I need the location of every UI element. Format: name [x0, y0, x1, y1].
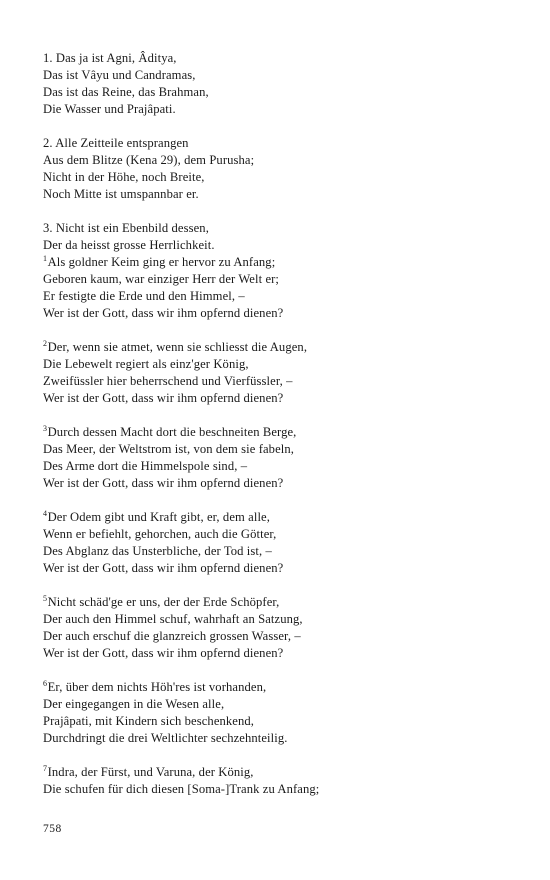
verse-text: Geboren kaum, war einziger Herr der Welt er; — [43, 272, 280, 286]
verse-line — [43, 220, 523, 237]
verse-line — [43, 475, 523, 492]
verse-text: Der auch erschuf die glanzreich grossen Wasser, – — [43, 629, 301, 643]
verse-text: Noch Mitte ist umspannbar er. — [43, 187, 199, 201]
verse-line — [43, 152, 523, 169]
verse-line — [43, 543, 523, 560]
verse-text: Nicht in der Höhe, noch Breite, — [43, 170, 205, 184]
verse-line — [43, 339, 523, 356]
verse-line — [43, 441, 523, 458]
stanza — [43, 764, 523, 798]
page-number: 758 — [43, 823, 62, 835]
verse-line — [43, 679, 523, 696]
stanza — [43, 339, 523, 407]
verse-line — [43, 101, 523, 118]
verse-line — [43, 526, 523, 543]
verse-line — [43, 186, 523, 203]
verse-text: Durch dessen Macht dort die beschneiten Berge, — [47, 425, 297, 439]
verse-line — [43, 373, 523, 390]
verse-line — [43, 560, 523, 577]
verse-text: Indra, der Fürst, und Varuna, der König, — [47, 765, 254, 779]
verse-text: Wer ist der Gott, dass wir ihm opfernd dienen? — [43, 476, 284, 490]
verse-line — [43, 50, 523, 67]
verse-text: Prajâpati, mit Kindern sich beschenkend, — [43, 714, 255, 728]
verse-line — [43, 254, 523, 271]
verse-number: 4 — [43, 509, 48, 518]
stanza — [43, 135, 523, 203]
verse-number: 2 — [43, 339, 48, 348]
stanza — [43, 509, 523, 577]
verse-line — [43, 764, 523, 781]
verse-text: Das ist das Reine, das Brahman, — [43, 85, 209, 99]
verse-text: Wenn er befiehlt, gehorchen, auch die Götter, — [43, 527, 277, 541]
verse-text: Des Abglanz das Unsterbliche, der Tod ist, – — [43, 544, 272, 558]
verse-text: Die schufen für dich diesen [Soma-]Trank zu Anfang; — [43, 782, 320, 796]
verse-text: Der eingegangen in die Wesen alle, — [43, 697, 225, 711]
verse-text: Wer ist der Gott, dass wir ihm opfernd dienen? — [43, 391, 284, 405]
verse-line — [43, 628, 523, 645]
verse-line — [43, 135, 523, 152]
verse-text: 3. Nicht ist ein Ebenbild dessen, — [43, 221, 209, 235]
verse-text: 2. Alle Zeitteile entsprangen — [43, 136, 189, 150]
verse-line — [43, 645, 523, 662]
verse-text: Aus dem Blitze (Kena 29), dem Purusha; — [43, 153, 255, 167]
verse-text: Das Meer, der Weltstrom ist, von dem sie fabeln, — [43, 442, 295, 456]
verse-line — [43, 288, 523, 305]
verse-text: Er festigte die Erde und den Himmel, – — [43, 289, 245, 303]
stanza — [43, 220, 523, 254]
verse-text: Durchdringt die drei Weltlichter sechzehnteilig. — [43, 731, 288, 745]
verse-line — [43, 84, 523, 101]
verse-text: Der auch den Himmel schuf, wahrhaft an Satzung, — [43, 612, 303, 626]
verse-line — [43, 390, 523, 407]
verse-line — [43, 305, 523, 322]
verse-line — [43, 730, 523, 747]
verse-line — [43, 237, 523, 254]
verse-number: 6 — [43, 679, 48, 688]
verse-number: 7 — [43, 764, 48, 773]
verse-text: Wer ist der Gott, dass wir ihm opfernd dienen? — [43, 306, 284, 320]
stanza — [43, 594, 523, 662]
verse-text: Des Arme dort die Himmelspole sind, – — [43, 459, 248, 473]
verse-line — [43, 594, 523, 611]
verse-line — [43, 67, 523, 84]
verse-text: Der Odem gibt und Kraft gibt, er, dem alle, — [47, 510, 270, 524]
verse-text: Wer ist der Gott, dass wir ihm opfernd dienen? — [43, 561, 284, 575]
verse-line — [43, 458, 523, 475]
verse-line — [43, 781, 523, 798]
verse-text: 1. Das ja ist Agni, Âditya, — [43, 51, 177, 65]
verse-line — [43, 509, 523, 526]
verse-text: Als goldner Keim ging er hervor zu Anfang; — [47, 255, 276, 269]
verse-text: Der da heisst grosse Herrlichkeit. — [43, 238, 215, 252]
stanza — [43, 424, 523, 492]
verse-text: Nicht schäd'ge er uns, der der Erde Schöpfer, — [47, 595, 280, 609]
verse-number: 1 — [43, 254, 48, 263]
verse-text: Das ist Vâyu und Candramas, — [43, 68, 196, 82]
verse-number: 5 — [43, 594, 48, 603]
verse-line — [43, 611, 523, 628]
verse-text: Die Wasser und Prajâpati. — [43, 102, 176, 116]
stanza — [43, 254, 523, 322]
verse-text: Der, wenn sie atmet, wenn sie schliesst die Augen, — [47, 340, 308, 354]
verse-text: Wer ist der Gott, dass wir ihm opfernd dienen? — [43, 646, 284, 660]
stanza — [43, 679, 523, 747]
verse-text: Er, über dem nichts Höh'res ist vorhanden, — [47, 680, 267, 694]
verse-line — [43, 356, 523, 373]
verse-line — [43, 696, 523, 713]
verse-text: Die Lebewelt regiert als einz'ger König, — [43, 357, 249, 371]
verse-text: Zweifüssler hier beherrschend und Vierfüssler, – — [43, 374, 293, 388]
verse-line — [43, 713, 523, 730]
verse-number: 3 — [43, 424, 48, 433]
verse-line — [43, 169, 523, 186]
verse-line — [43, 271, 523, 288]
verse-line — [43, 424, 523, 441]
stanza — [43, 50, 523, 118]
page-body — [43, 50, 523, 815]
